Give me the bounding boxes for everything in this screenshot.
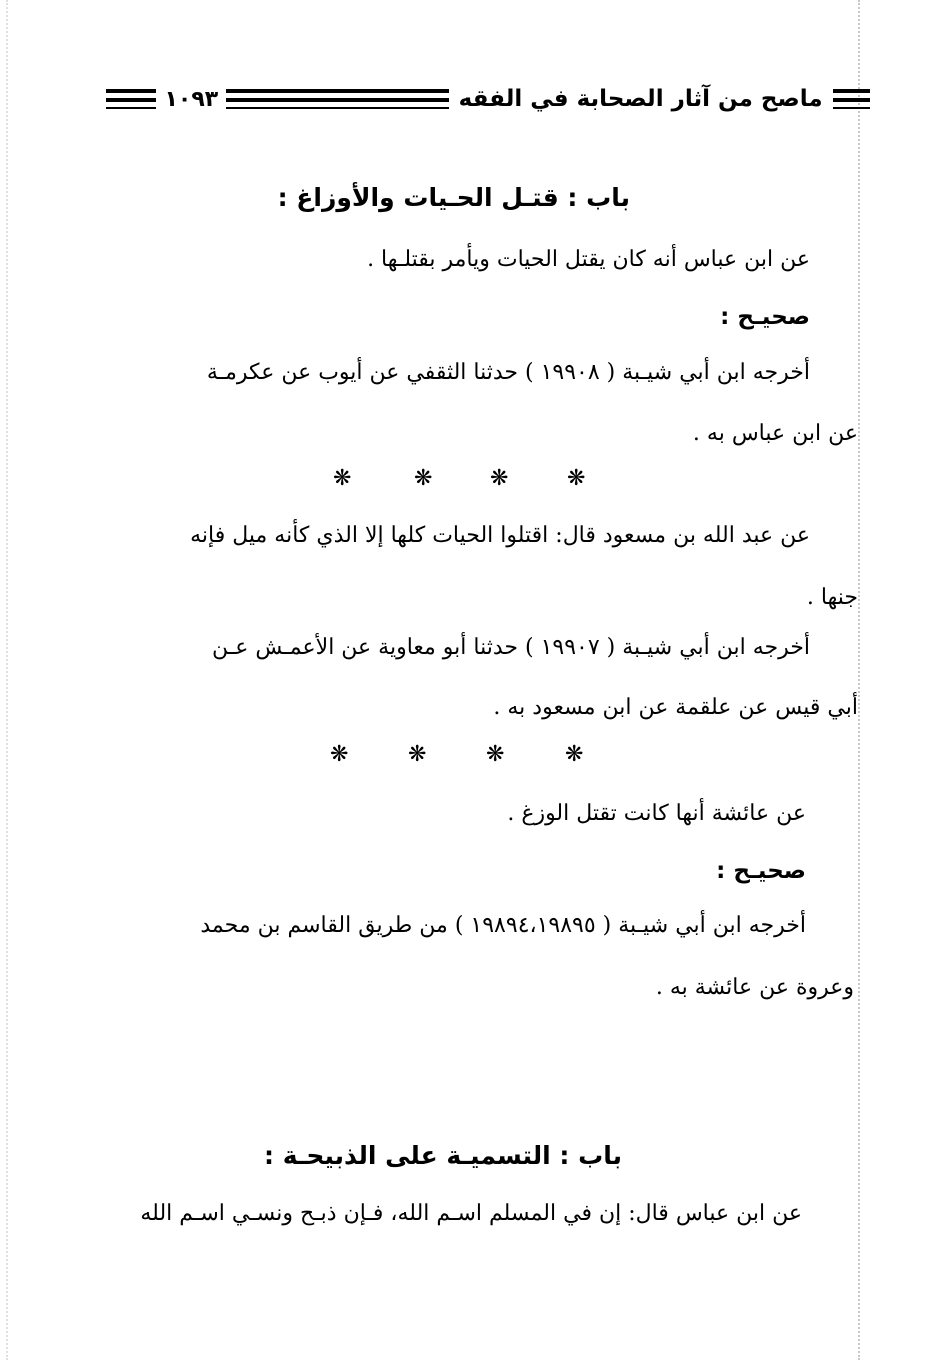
section-separator	[0, 464, 942, 494]
narration-text: عن عبد الله بن مسعود قال: اقتلوا الحيات كلها إلا الذي كأنه ميل فإنه	[190, 523, 810, 548]
narration-text: عن ابن عباس أنه كان يقتل الحيات ويأمر بقتلـها .	[367, 247, 810, 272]
grade-label: صحيـح :	[716, 858, 806, 884]
asterisk-flower-icon: ❋	[330, 742, 349, 767]
asterisk-flower-icon: ❋	[565, 742, 584, 767]
section-separator	[0, 740, 942, 770]
page-edge-dotted-line	[858, 0, 860, 1360]
asterisk-flower-icon: ❋	[486, 742, 505, 767]
source-text: أخرجه ابن أبي شيـبة ( ١٩٨٩٤،١٩٨٩٥ ) من طريق القاسم بن محمد	[200, 913, 806, 938]
narration-text: جنها .	[806, 585, 858, 610]
header-ornament-middle	[226, 89, 448, 109]
narration-text: عن ابن عباس قال: إن في المسلم اسـم الله، فـإن ذبـح ونسـي اسـم الله	[140, 1201, 802, 1226]
asterisk-flower-icon: ❋	[408, 742, 427, 767]
section-heading-slaughter: باب : التسميـة على الذبيحـة :	[264, 1141, 622, 1170]
header-ornament-right	[833, 89, 870, 109]
running-header	[106, 76, 870, 122]
source-text: عن ابن عباس به .	[692, 421, 858, 446]
source-text: أخرجه ابن أبي شيـبة ( ١٩٩٠٧ ) حدثنا أبو معاوية عن الأعمـش عـن	[212, 635, 810, 660]
asterisk-flower-icon: ❋	[414, 466, 433, 491]
asterisk-flower-icon: ❋	[567, 466, 586, 491]
grade-label: صحيـح :	[720, 304, 810, 330]
source-text: أخرجه ابن أبي شيـبة ( ١٩٩٠٨ ) حدثنا الثقفي عن أيوب عن عكرمـة	[206, 360, 810, 385]
page-edge-dotted-line-left	[6, 0, 8, 1360]
source-text: وعروة عن عائشة به .	[655, 975, 854, 1000]
section-heading-snakes: باب : قتـل الحـيات والأوزاغ :	[277, 183, 630, 212]
source-text: أبي قيس عن علقمة عن ابن مسعود به .	[493, 695, 858, 720]
asterisk-flower-icon: ❋	[333, 466, 352, 491]
asterisk-flower-icon: ❋	[490, 466, 509, 491]
page-number: ١٠٩٣	[164, 86, 219, 112]
book-title: ماصح من آثار الصحابة في الفقه	[458, 86, 823, 112]
header-ornament-left	[106, 89, 156, 109]
narration-text: عن عائشة أنها كانت تقتل الوزغ .	[507, 801, 806, 826]
